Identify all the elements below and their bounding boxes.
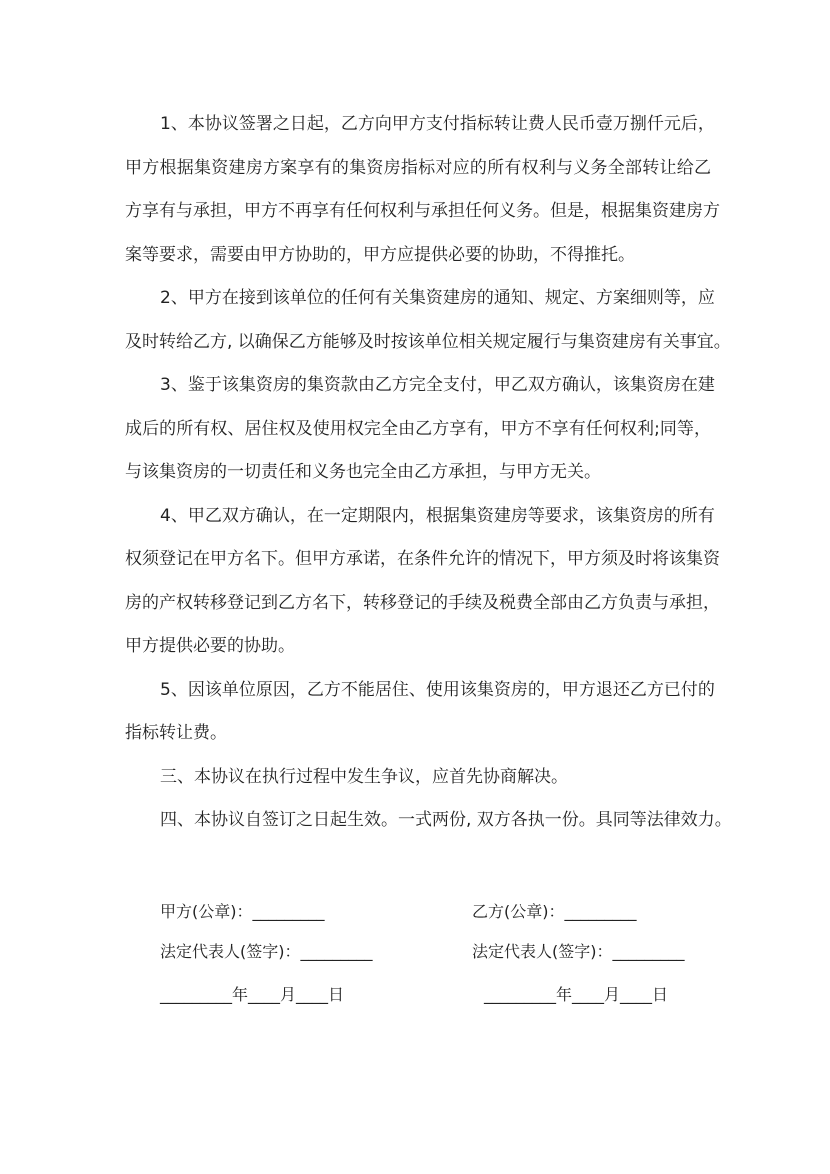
party-b-date-field: _________年____月____日 bbox=[484, 985, 669, 1004]
paragraph bbox=[125, 495, 720, 669]
paragraph-line: 2、甲方在接到该单位的任何有关集资建房的通知、规定、方案细则等，应 bbox=[160, 288, 715, 308]
paragraph bbox=[125, 277, 731, 364]
paragraph-line: 房的产权转移登记到乙方名下，转移登记的手续及税费全部由乙方负责与承担， bbox=[125, 592, 720, 613]
paragraph bbox=[125, 364, 715, 495]
party-a-representative-field: 法定代表人(签字)：_________ bbox=[160, 942, 373, 961]
paragraph-line: 权须登记在甲方名下。但甲方承诺，在条件允许的情况下，甲方须及时将该集资 bbox=[125, 549, 720, 569]
paragraph-line: 3、鉴于该集资房的集资款由乙方完全支付，甲乙双方确认，该集资房在建 bbox=[160, 375, 715, 395]
paragraph-line: 方享有与承担，甲方不再享有任何权利与承担任何义务。但是，根据集资建房方 bbox=[125, 201, 720, 221]
paragraph bbox=[125, 669, 715, 756]
party-a-seal-field: 甲方(公章)：_________ bbox=[160, 902, 325, 921]
agreement-body bbox=[125, 103, 732, 843]
paragraph-line: 三、本协议在执行过程中发生争议，应首先协商解决。 bbox=[160, 766, 568, 787]
paragraph bbox=[125, 756, 711, 800]
paragraph-line: 案等要求，需要由甲方协助的，甲方应提供必要的协助，不得推托。 bbox=[125, 244, 635, 265]
paragraph-line: 4、甲乙双方确认，在一定期限内，根据集资建房等要求，该集资房的所有 bbox=[160, 505, 715, 526]
paragraph-line: 四、本协议自签订之日起生效。一式两份, 双方各执一份。具同等法律效力。 bbox=[160, 810, 732, 830]
party-a-date-field: _________年____月____日 bbox=[160, 985, 345, 1004]
party-b-seal-field: 乙方(公章)：_________ bbox=[472, 902, 637, 921]
party-b-representative-field: 法定代表人(签字)：_________ bbox=[472, 942, 685, 961]
paragraph-line: 指标转让费。 bbox=[125, 723, 227, 743]
paragraph-line: 成后的所有权、居住权及使用权完全由乙方享有，甲方不享有任何权利;同等， bbox=[125, 418, 711, 439]
paragraph bbox=[125, 103, 720, 277]
paragraph-line: 与该集资房的一切责任和义务也完全由乙方承担，与甲方无关。 bbox=[125, 462, 601, 482]
paragraph bbox=[125, 799, 732, 843]
paragraph-line: 甲方提供必要的协助。 bbox=[125, 636, 295, 656]
paragraph-line: 及时转给乙方, 以确保乙方能够及时按该单位相关规定履行与集资建房有关事宜。 bbox=[125, 331, 731, 352]
paragraph-line: 1、本协议签署之日起，乙方向甲方支付指标转让费人民币壹万捌仟元后， bbox=[160, 114, 715, 134]
paragraph-line: 5、因该单位原因，乙方不能居住、使用该集资房的，甲方退还乙方已付的 bbox=[160, 679, 715, 700]
paragraph-line: 甲方根据集资建房方案享有的集资房指标对应的所有权利与义务全部转让给乙 bbox=[125, 157, 711, 178]
